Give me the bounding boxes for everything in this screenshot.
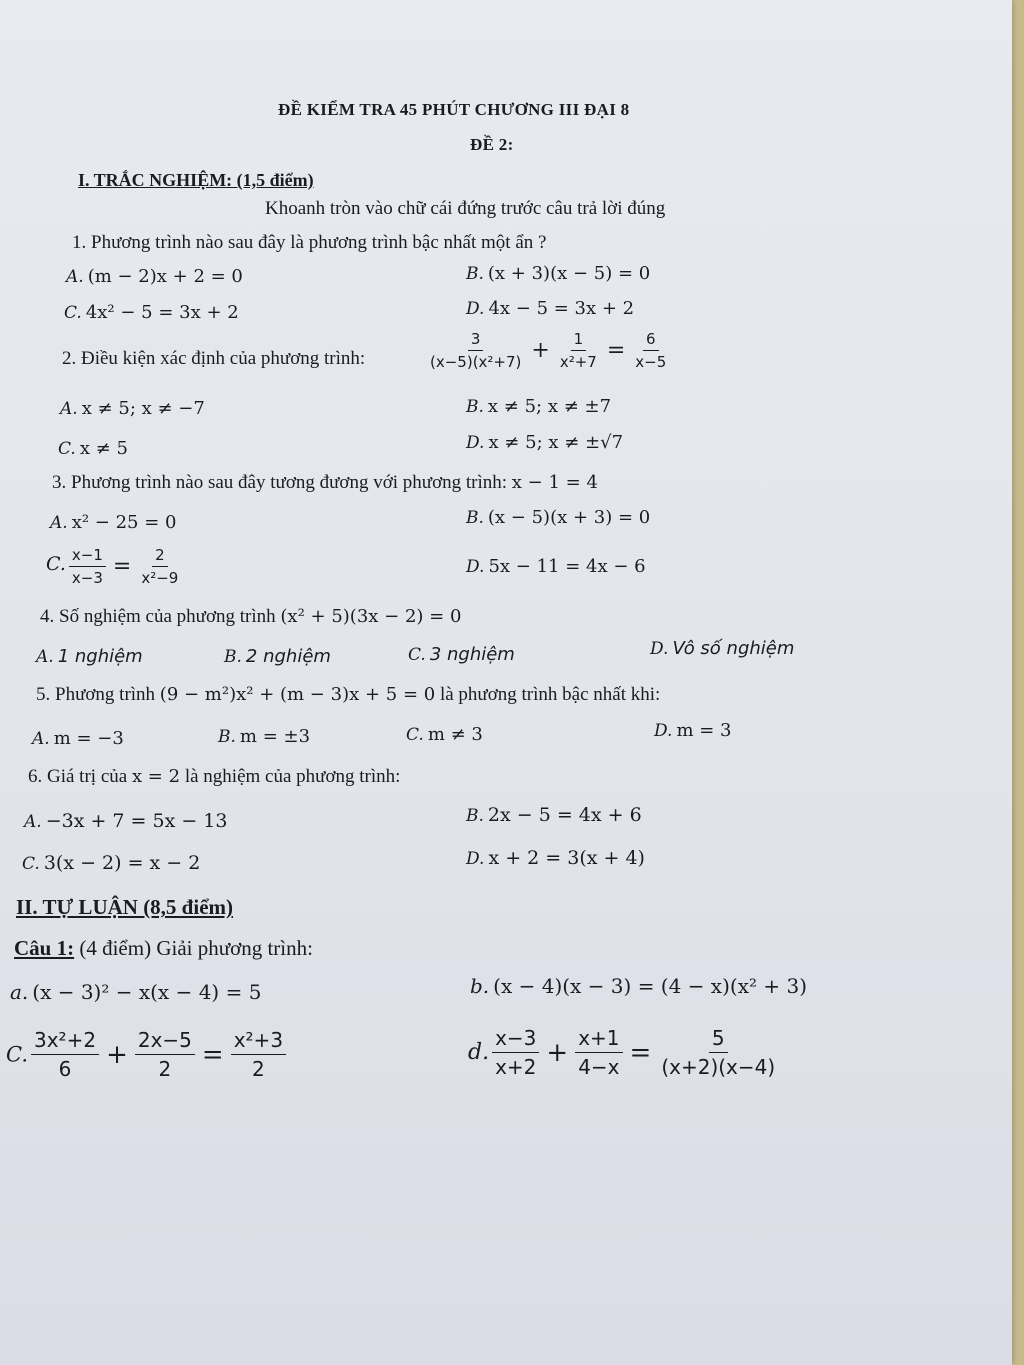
q3-option-d bbox=[466, 556, 646, 577]
q3-option-c bbox=[46, 546, 184, 587]
numerator: 1 bbox=[571, 330, 587, 351]
plus-sign: + bbox=[546, 1037, 569, 1068]
option-label: D. bbox=[466, 433, 485, 453]
q6-option-b bbox=[466, 804, 642, 826]
equation: (x² + 5)(3x − 2) = 0 bbox=[280, 606, 462, 627]
q5-option-d bbox=[654, 720, 731, 741]
option-label: B. bbox=[224, 647, 242, 667]
fraction bbox=[575, 1026, 622, 1079]
option-value: 2 nghiệm bbox=[245, 646, 331, 667]
q2-option-a bbox=[60, 398, 205, 419]
option-label: C. bbox=[58, 439, 76, 459]
option-value: 3 nghiệm bbox=[429, 644, 515, 665]
question-text: 6. Giá trị của bbox=[28, 766, 128, 787]
plus-sign: + bbox=[531, 338, 550, 363]
option-label: C. bbox=[46, 553, 66, 576]
denominator: 4−x bbox=[578, 1055, 620, 1079]
option-label: A. bbox=[24, 812, 42, 832]
question-text: 5. Phương trình bbox=[36, 684, 156, 705]
option-value: 1 nghiệm bbox=[57, 646, 143, 667]
q5-option-a bbox=[32, 728, 124, 749]
cau1-d bbox=[468, 1026, 781, 1079]
question-text: 3. Phương trình nào sau đây tương đương với phương trình: bbox=[52, 472, 508, 493]
question-6 bbox=[28, 766, 400, 788]
cau1-a bbox=[10, 980, 261, 1004]
numerator: 3x²+2 bbox=[31, 1028, 99, 1055]
denominator: x−3 bbox=[71, 569, 103, 587]
equation: (x − 4)(x − 3) = (4 − x)(x² + 3) bbox=[493, 974, 807, 998]
question-tail: là nghiệm của phương trình: bbox=[184, 766, 401, 787]
option-value: x ≠ 5; x ≠ −7 bbox=[81, 398, 205, 419]
option-label: D. bbox=[466, 849, 485, 869]
equals-sign: = bbox=[629, 1037, 652, 1068]
question-4 bbox=[40, 606, 461, 628]
equation: (9 − m²)x² + (m − 3)x + 5 = 0 bbox=[159, 684, 436, 705]
cau1-c bbox=[6, 1028, 289, 1081]
option-label: D. bbox=[466, 299, 485, 319]
fraction bbox=[557, 330, 600, 371]
option-label: A. bbox=[66, 267, 84, 287]
q2-option-b bbox=[466, 396, 611, 417]
fraction bbox=[492, 1026, 539, 1079]
item-label: C. bbox=[6, 1042, 28, 1067]
option-value: x² − 25 = 0 bbox=[71, 512, 177, 533]
option-value: m = 3 bbox=[676, 720, 732, 741]
option-label: C. bbox=[22, 854, 40, 874]
numerator: 2x−5 bbox=[135, 1028, 195, 1055]
option-value: (m − 2)x + 2 = 0 bbox=[87, 266, 243, 287]
option-label: D. bbox=[650, 639, 669, 659]
cau1-label: Câu 1: bbox=[14, 936, 75, 960]
question-text: 4. Số nghiệm của phương trình bbox=[40, 606, 276, 627]
part1-instruction: Khoanh tròn vào chữ cái đứng trước câu trả lời đúng bbox=[265, 198, 666, 219]
option-label: B. bbox=[466, 397, 484, 417]
q1-option-c bbox=[64, 302, 239, 323]
question-2: 2. Điều kiện xác định của phương trình: bbox=[62, 348, 366, 369]
numerator: x+1 bbox=[575, 1026, 622, 1053]
option-value: Vô số nghiệm bbox=[672, 638, 795, 659]
option-label: B. bbox=[466, 264, 484, 284]
option-value: x ≠ 5; x ≠ ±7 bbox=[487, 396, 612, 417]
option-value: m = ±3 bbox=[239, 726, 311, 747]
option-value: 4x² − 5 = 3x + 2 bbox=[85, 302, 239, 323]
equation: (x − 3)² − x(x − 4) = 5 bbox=[32, 980, 262, 1004]
option-value: x + 2 = 3(x + 4) bbox=[488, 847, 645, 869]
denominator: x²+7 bbox=[559, 353, 597, 371]
option-value: m ≠ 3 bbox=[427, 724, 483, 745]
cau1-b bbox=[470, 974, 807, 998]
option-label: A. bbox=[50, 513, 68, 533]
denominator: 2 bbox=[158, 1057, 172, 1081]
q4-option-d bbox=[650, 638, 794, 659]
option-value: (x + 3)(x − 5) = 0 bbox=[487, 263, 651, 284]
numerator: 6 bbox=[643, 330, 659, 351]
fraction bbox=[69, 546, 106, 587]
option-value: x ≠ 5 bbox=[79, 438, 128, 459]
equals-sign: = bbox=[606, 338, 626, 363]
denominator: 2 bbox=[252, 1057, 265, 1081]
option-label: D. bbox=[654, 721, 673, 741]
numerator: x²+3 bbox=[231, 1028, 286, 1055]
q6-option-d bbox=[466, 847, 645, 869]
q5-option-b bbox=[218, 726, 310, 747]
question-5 bbox=[36, 684, 660, 706]
q3-option-b bbox=[466, 507, 650, 528]
q2-option-c bbox=[58, 438, 128, 459]
part1-heading: I. TRẮC NGHIỆM: (1,5 điểm) bbox=[78, 170, 314, 190]
fraction bbox=[135, 1028, 195, 1081]
equals-sign: = bbox=[201, 1039, 224, 1070]
cau1-text: (4 điểm) Giải phương trình: bbox=[79, 936, 313, 960]
option-value: 3(x − 2) = x − 2 bbox=[43, 852, 201, 874]
numerator: x−1 bbox=[69, 546, 106, 567]
fraction bbox=[658, 1026, 778, 1079]
exam-code: ĐỀ 2: bbox=[470, 135, 514, 154]
item-label: b. bbox=[470, 974, 490, 998]
fraction bbox=[138, 546, 181, 587]
option-label: C. bbox=[64, 303, 82, 323]
q1-option-b bbox=[466, 263, 650, 284]
option-value: 5x − 11 = 4x − 6 bbox=[488, 556, 646, 577]
plus-sign: + bbox=[106, 1039, 128, 1070]
denominator: x²−9 bbox=[141, 569, 179, 587]
option-label: C. bbox=[406, 725, 424, 745]
equals-sign: = bbox=[112, 554, 132, 579]
q6-option-a bbox=[24, 810, 227, 832]
option-label: D. bbox=[466, 557, 485, 577]
question-tail: là phương trình bậc nhất khi: bbox=[439, 684, 661, 705]
option-label: B. bbox=[218, 727, 236, 747]
option-label: C. bbox=[408, 645, 426, 665]
option-label: A. bbox=[60, 399, 78, 419]
option-label: A. bbox=[32, 729, 50, 749]
option-value: (x − 5)(x + 3) = 0 bbox=[487, 507, 651, 528]
denominator: 6 bbox=[58, 1057, 72, 1081]
numerator: x−3 bbox=[492, 1026, 539, 1053]
q6-option-c bbox=[22, 852, 200, 874]
question-1: 1. Phương trình nào sau đây là phương trình bậc nhất một ẩn ? bbox=[72, 232, 547, 253]
item-label: d. bbox=[468, 1040, 490, 1065]
fraction bbox=[231, 1028, 286, 1081]
fraction bbox=[31, 1028, 99, 1081]
q1-option-d bbox=[466, 298, 634, 319]
question-3 bbox=[52, 472, 598, 494]
fraction bbox=[427, 330, 524, 371]
cau1 bbox=[14, 936, 313, 961]
numerator: 5 bbox=[709, 1026, 728, 1053]
part2-heading: II. TỰ LUẬN (8,5 điểm) bbox=[16, 895, 234, 919]
option-label: A. bbox=[36, 647, 54, 667]
denominator: (x+2)(x−4) bbox=[661, 1055, 776, 1079]
q1-option-a bbox=[66, 266, 243, 287]
q3-option-a bbox=[50, 512, 176, 533]
option-value: m = −3 bbox=[53, 728, 124, 749]
numerator: 2 bbox=[152, 546, 168, 567]
fraction bbox=[632, 330, 669, 371]
denominator: (x−5)(x²+7) bbox=[430, 353, 522, 371]
q4-option-b bbox=[224, 646, 331, 667]
option-value: 2x − 5 = 4x + 6 bbox=[487, 804, 642, 826]
equation: x = 2 bbox=[131, 766, 181, 787]
equation: x − 1 = 4 bbox=[511, 472, 598, 493]
option-value: 4x − 5 = 3x + 2 bbox=[488, 298, 635, 319]
numerator: 3 bbox=[468, 330, 484, 351]
q4-option-c bbox=[408, 644, 515, 665]
option-value: x ≠ 5; x ≠ ±√7 bbox=[488, 432, 624, 453]
q5-option-c bbox=[406, 724, 483, 745]
option-value: −3x + 7 = 5x − 13 bbox=[45, 810, 228, 832]
q2-option-d bbox=[466, 432, 623, 453]
denominator: x−5 bbox=[635, 353, 667, 371]
q2-equation bbox=[424, 330, 672, 371]
denominator: x+2 bbox=[495, 1055, 537, 1079]
exam-title: ĐỀ KIỂM TRA 45 PHÚT CHƯƠNG III ĐẠI 8 bbox=[278, 100, 630, 119]
option-label: B. bbox=[466, 508, 484, 528]
option-label: B. bbox=[466, 806, 484, 826]
item-label: a. bbox=[10, 980, 29, 1004]
q4-option-a bbox=[36, 646, 143, 667]
